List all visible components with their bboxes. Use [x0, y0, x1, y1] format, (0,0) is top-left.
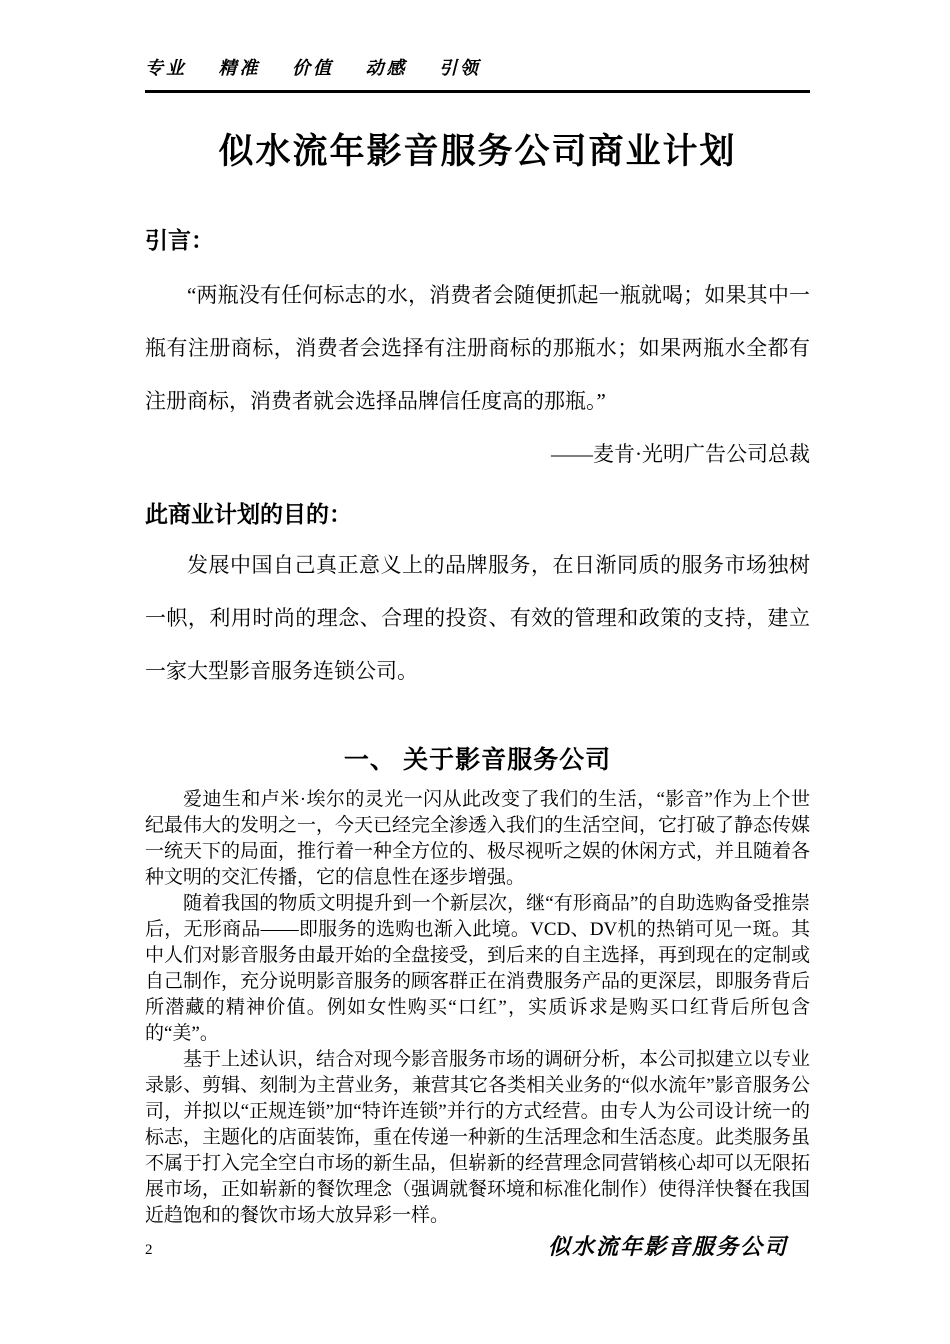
- purpose-body: 发展中国自己真正意义上的品牌服务，在日渐同质的服务市场独树一帜，利用时尚的理念、合理的投资、有效的管理和政策的支持，建立一家大型影音服务连锁公司。: [145, 553, 810, 683]
- page-content: [0, 56, 950, 1229]
- document-title: 似水流年影音服务公司商业计划: [218, 132, 737, 171]
- header-divider: [145, 90, 810, 93]
- section-1-body: [145, 787, 810, 1229]
- section-1-heading: 一、 关于影音服务公司: [343, 747, 612, 774]
- section-1-paragraph: 爱迪生和卢米·埃尔的灵光一闪从此改变了我们的生活，“影音”作为上个世纪最伟大的发明之一，今天已经完全渗透入我们的生活空间，它打破了静态传媒一统天下的局面，推行着一种全方位的、极尽视听之娱的休闲方式，并且随着各种文明的交汇传播，它的信息性在逐步增强。: [145, 789, 811, 888]
- quote-attribution: ——麦肯·光明广告公司总裁: [551, 442, 810, 466]
- page-number: 2: [145, 1242, 153, 1258]
- header-motto: 专业 精准 价值 动感 引领: [145, 58, 481, 78]
- section-1-paragraph: 随着我国的物质文明提升到一个新层次，继“有形商品”的自助选购备受推崇后，无形商品——即服务的选购也渐入此境。VCD、DV机的热销可见一斑。其中人们对影音服务由最开始的全盘接受，到后来的自主选择，再到现在的定制或自己制作，充分说明影音服务的顾客群正在消费服务产品的更深层，即服务背后所潜藏的精神价值。例如女性购买“口红”，实质诉求是购买口红背后所包含的“美”。: [145, 893, 811, 1044]
- footer-company: 似水流年影音服务公司: [547, 1234, 788, 1259]
- purpose-heading: 此商业计划的目的：: [145, 501, 352, 527]
- intro-quote: “两瓶没有任何标志的水，消费者会随便抓起一瓶就喝；如果其中一瓶有注册商标，消费者会选择有注册商标的那瓶水；如果两瓶水全都有注册商标，消费者就会选择品牌信任度高的那瓶。”: [145, 283, 810, 413]
- section-1-paragraph: 基于上述认识，结合对现今影音服务市场的调研分析，本公司拟建立以专业录影、剪辑、刻制为主营业务，兼营其它各类相关业务的“似水流年”影音服务公司，并拟以“正规连锁”加“特许连锁”并行的方式经营。由专人为公司设计统一的标志，主题化的店面装饰，重在传递一种新的生活理念和生活态度。此类服务虽不属于打入完全空白市场的新生品，但崭新的经营理念同营销核心却可以无限拓展市场，正如崭新的餐饮理念（强调就餐环境和标准化制作）使得洋快餐在我国近趋饱和的餐饮市场大放异彩一样。: [145, 1049, 811, 1226]
- intro-heading: 引言：: [145, 227, 214, 253]
- page-footer: [145, 1234, 810, 1263]
